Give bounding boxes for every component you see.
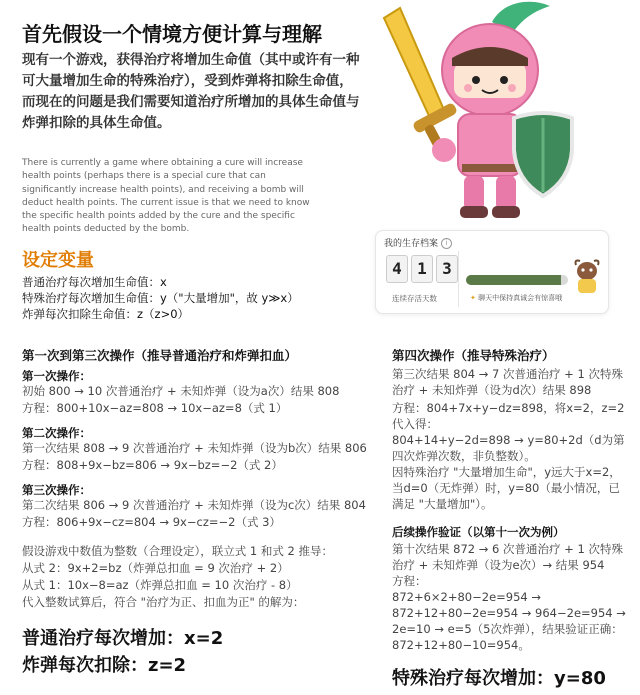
intro-english: There is currently a game where obtaining a cure will increase health points (perhaps there is a special cure that can significantly increase health points), and receiving a bomb will deduct health points. The current issue is that we need to know the specific health points added by the cure and the specific health points deducted by the bomb. [22, 158, 310, 235]
left-section-title: 第一次到第三次操作（推导普通治疗和炸弹扣血） [22, 348, 298, 363]
hp-bar [466, 275, 568, 285]
variable-x: 普通治疗每次增加生命值：x [22, 275, 167, 289]
result-y: 特殊治疗每次增加：y=80 [392, 668, 606, 689]
derive-line: 从式 2：9x+2=bz（炸弹总扣血 = 9 次治疗 + 2） [22, 561, 289, 575]
result-z: 炸弹每次扣除：z=2 [22, 655, 187, 676]
verify-body: 第十次结果 872 → 6 次普通治疗 + 1 次特殊治疗 + 未知炸弹（设为e次）→ 结果 954 [392, 542, 623, 572]
page-title: 首先假设一个情境方便计算与理解 [22, 22, 322, 46]
derive-line: 假设游戏中数值为整数（合理设定），联立式 1 和式 2 推导： [22, 544, 334, 558]
op2-title: 第二次操作： [22, 426, 91, 440]
variables-heading: 设定变量 [22, 250, 94, 271]
cow-mascot-icon [572, 257, 602, 297]
days-counter [386, 255, 458, 283]
op2-line: 方程：808+9x−bz=806 → 9x−bz=−2（式 2） [22, 458, 283, 472]
verify-eq-label: 方程： [392, 574, 427, 588]
op3-line: 方程：806+9x−cz=804 → 9x−cz=−2（式 3） [22, 515, 281, 529]
days-label: 连续存活天数 [392, 294, 437, 303]
derive-line: 从式 1：10x−8=az（炸弹总扣血 = 10 次治疗 - 8） [22, 578, 298, 592]
card-title: 我的生存档案 i [384, 236, 452, 249]
result-x: 普通治疗每次增加：x=2 [22, 628, 224, 649]
op4-body: 第三次结果 804 → 7 次普通治疗 + 1 次特殊治疗 + 未知炸弹（设为d次）结果 898 [392, 367, 623, 397]
variables-list [22, 274, 299, 322]
handshake-icon: ✦ [470, 294, 476, 302]
knight-illustration [372, 0, 610, 232]
verify-title: 后续操作验证（以第十一次为例） [392, 525, 565, 539]
op4-eq3: 因特殊治疗 "大量增加生命"，y远大于x=2，当d=0（无炸弹）时，y=80（最小情况，已满足 "大量增加"）。 [392, 465, 621, 511]
days-digit: 4 [386, 255, 408, 283]
op4-eq2: 804+14+y−2d=898 → y=80+2d（d为第四次炸弹次数，非负整数）。 [392, 433, 625, 463]
op4-eq1: 方程：804+7x+y−dz=898，将x=2，z=2代入得： [392, 401, 625, 431]
op3-line: 第二次结果 806 → 9 次普通治疗 + 未知炸弹（设为c次）结果 804 [22, 498, 366, 512]
variable-z: 炸弹每次扣除生命值：z（z>0） [22, 307, 190, 321]
verify-eq: 872+6×2+80−2e=954 → 872+12+80−2e=954 → 964−2e=954 → 2e=10 → e=5（5次炸弹），结果验证正确：872+12+80−10=954。 [392, 590, 626, 652]
hp-bar-fill [466, 275, 561, 285]
intro-chinese: 现有一个游戏，获得治疗将增加生命值（其中或许有一种可大量增加生命的特殊治疗），受到炸弹将扣除生命值，而现在的问题是我们需要知道治疗所增加的具体生命值与炸弹扣除的具体生命值。 [22, 52, 360, 131]
days-digit: 3 [436, 255, 458, 283]
info-icon: i [441, 238, 452, 249]
op1-title: 第一次操作： [22, 369, 91, 383]
variable-y: 特殊治疗每次增加生命值：y（"大量增加"，故 y≫x） [22, 291, 299, 305]
card-divider [458, 251, 459, 307]
derive-line: 代入整数试算后，符合 "治疗为正、扣血为正" 的解为： [22, 595, 305, 609]
op3-title: 第三次操作： [22, 483, 91, 497]
survival-archive-card [375, 230, 609, 314]
op1-line: 初始 800 → 10 次普通治疗 + 未知炸弹（设为a次）结果 808 [22, 384, 340, 398]
keep-label: ✦ 聊天中保持真诚会有惊喜哦 [470, 294, 563, 302]
right-section-title: 第四次操作（推导特殊治疗） [392, 348, 555, 363]
op1-line: 方程：800+10x−az=808 → 10x−az=8（式 1） [22, 401, 288, 415]
op2-line: 第一次结果 808 → 9 次普通治疗 + 未知炸弹（设为b次）结果 806 [22, 441, 367, 455]
days-digit: 1 [411, 255, 433, 283]
hp-text: 932/100 [468, 265, 498, 273]
